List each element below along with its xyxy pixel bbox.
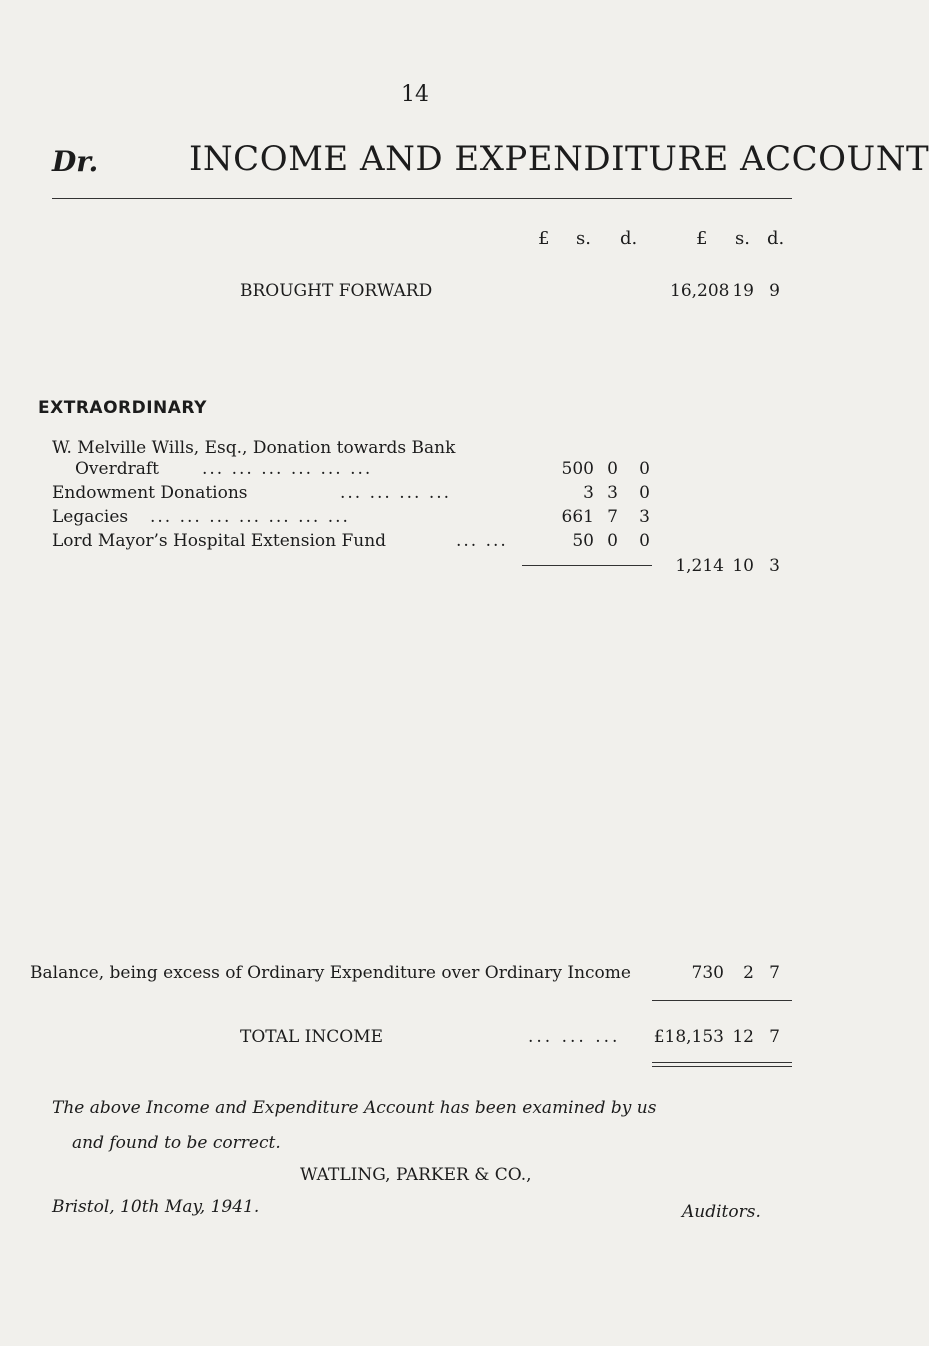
balance-pounds: 730 xyxy=(691,963,724,983)
item-pounds: 661 xyxy=(561,507,594,527)
item-pence: 3 xyxy=(639,507,650,527)
item-pounds: 3 xyxy=(583,483,594,503)
title-rule xyxy=(52,198,792,199)
item-pence: 0 xyxy=(639,459,650,479)
item-shillings: 7 xyxy=(607,507,618,527)
header-pounds-left: £ xyxy=(538,228,550,249)
total-top-rule xyxy=(652,1000,792,1001)
item-shillings: 3 xyxy=(607,483,618,503)
item-label: Legacies xyxy=(52,507,129,527)
brought-forward-pounds: 16,208 xyxy=(670,281,730,301)
page-title: INCOME AND EXPENDITURE ACCOUNT xyxy=(189,139,929,179)
certification-line2: and found to be correct. xyxy=(72,1133,281,1153)
item-pounds: 50 xyxy=(572,531,594,551)
balance-pence: 7 xyxy=(769,963,780,983)
extraordinary-total-shillings: 10 xyxy=(732,556,754,576)
certification-line1: The above Income and Expenditure Account has been examined by us xyxy=(52,1098,657,1118)
item-leader-dots: ... ... ... ... xyxy=(340,483,452,503)
item-leader-dots: ... ... ... ... ... ... xyxy=(202,459,373,479)
item-label: Overdraft xyxy=(75,459,159,479)
subtotal-rule xyxy=(522,565,652,566)
item-leader-dots: ... ... xyxy=(456,531,508,551)
auditor-role: Auditors. xyxy=(682,1202,761,1222)
item-label: Lord Mayor’s Hospital Extension Fund xyxy=(52,531,387,551)
brought-forward-label: BROUGHT FORWARD xyxy=(240,281,433,301)
extraordinary-total-pence: 3 xyxy=(769,556,780,576)
header-pence-left: d. xyxy=(620,228,638,249)
total-income-shillings: 12 xyxy=(732,1027,754,1047)
double-rule-upper xyxy=(652,1062,792,1063)
header-shillings-left: s. xyxy=(576,228,591,249)
item-shillings: 0 xyxy=(607,459,618,479)
section-title: EXTRAORDINARY xyxy=(38,398,207,418)
header-shillings-right: s. xyxy=(735,228,750,249)
total-income-label: TOTAL INCOME xyxy=(240,1027,384,1047)
extraordinary-total-pounds: 1,214 xyxy=(675,556,724,576)
item-pence: 0 xyxy=(639,483,650,503)
page-number: 14 xyxy=(401,82,429,107)
brought-forward-pence: 9 xyxy=(769,281,780,301)
header-pounds-right: £ xyxy=(696,228,708,249)
item-leader-dots: ... ... ... ... ... ... ... xyxy=(150,507,350,527)
item-pence: 0 xyxy=(639,531,650,551)
double-rule-lower xyxy=(652,1066,792,1067)
total-income-leader-dots: ... ... ... xyxy=(528,1027,621,1047)
balance-label: Balance, being excess of Ordinary Expenditure over Ordinary Income xyxy=(30,963,631,983)
header-pence-right: d. xyxy=(767,228,785,249)
item-label-line1: W. Melville Wills, Esq., Donation towards Bank xyxy=(52,438,456,458)
place-date: Bristol, 10th May, 1941. xyxy=(52,1197,260,1217)
item-shillings: 0 xyxy=(607,531,618,551)
total-income-pounds: £18,153 xyxy=(653,1027,724,1047)
debit-side-label: Dr. xyxy=(52,145,99,178)
auditor-firm: WATLING, PARKER & CO., xyxy=(300,1165,532,1185)
brought-forward-shillings: 19 xyxy=(732,281,754,301)
balance-shillings: 2 xyxy=(743,963,754,983)
total-income-pence: 7 xyxy=(769,1027,780,1047)
item-label: Endowment Donations xyxy=(52,483,248,503)
item-pounds: 500 xyxy=(561,459,594,479)
